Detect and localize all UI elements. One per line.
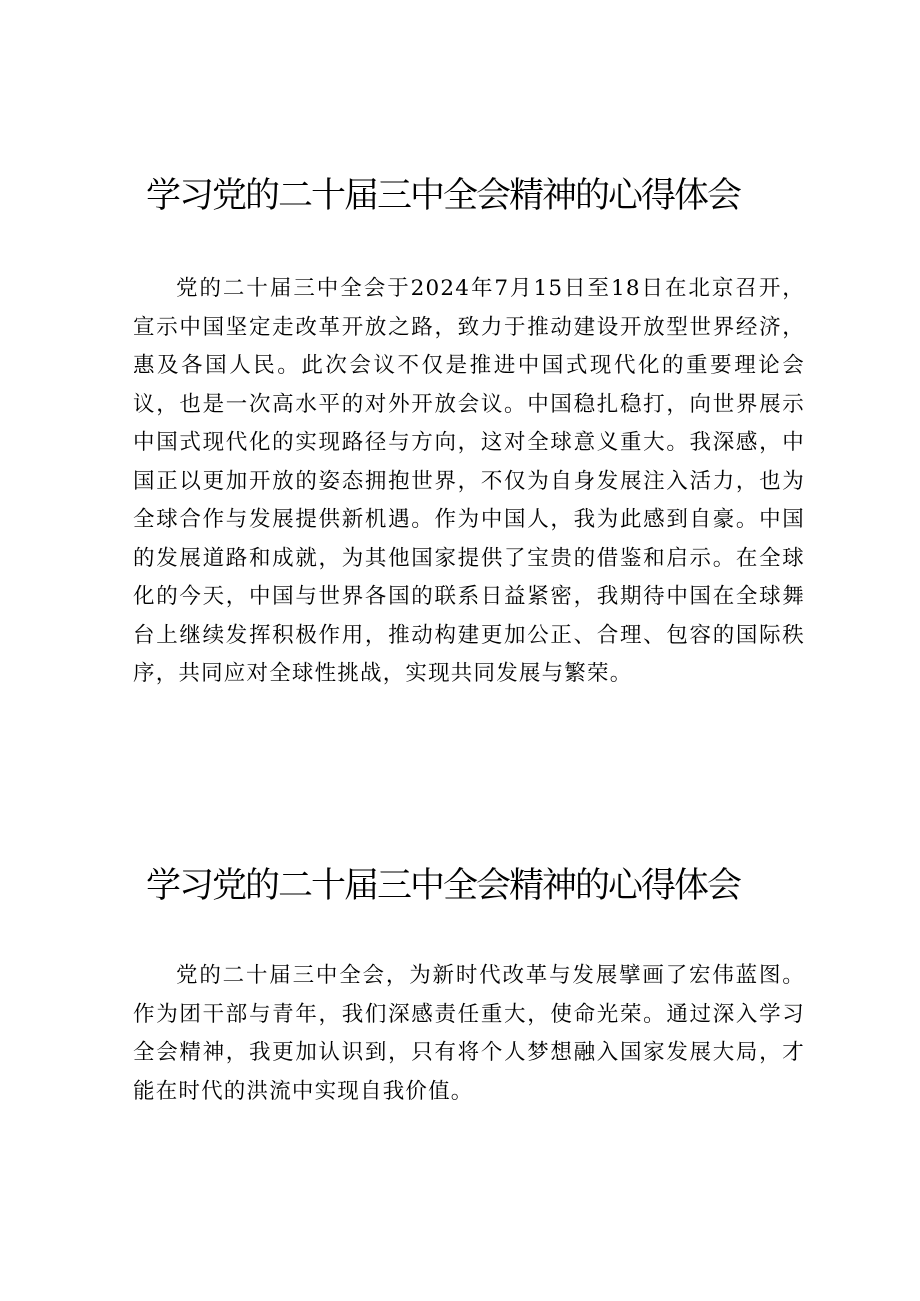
section-title: 学习党的二十届三中全会精神的心得体会 [146,176,741,216]
section-paragraph: 党的二十届三中全会，为新时代改革与发展擘画了宏伟蓝图。作为团干部与青年，我们深感责任重大，使命光荣。通过深入学习全会精神，我更加认识到，只有将个人梦想融入国家发展大局，才能在时代的洪流中实现自我价值。 [133,963,805,1104]
section-paragraph: 党的二十届三中全会于2024年7月15日至18日在北京召开，宣示中国坚定走改革开放之路，致力于推动建设开放型世界经济，惠及各国人民。此次会议不仅是推进中国式现代化的重要理论会议，也是一次高水平的对外开放会议。中国稳扎稳打，向世界展示中国式现代化的实现路径与方向，这对全球意义重大。我深感，中国正以更加开放的姿态拥抱世界，不仅为自身发展注入活力，也为全球合作与发展提供新机遇。作为中国人，我为此感到自豪。中国的发展道路和成就，为其他国家提供了宝贵的借鉴和启示。在全球化的今天，中国与世界各国的联系日益紧密，我期待中国在全球舞台上继续发挥积极作用，推动构建更加公正、合理、包容的国际秩序，共同应对全球性挑战，实现共同发展与繁荣。 [133,276,805,686]
section-title: 学习党的二十届三中全会精神的心得体会 [146,866,741,906]
